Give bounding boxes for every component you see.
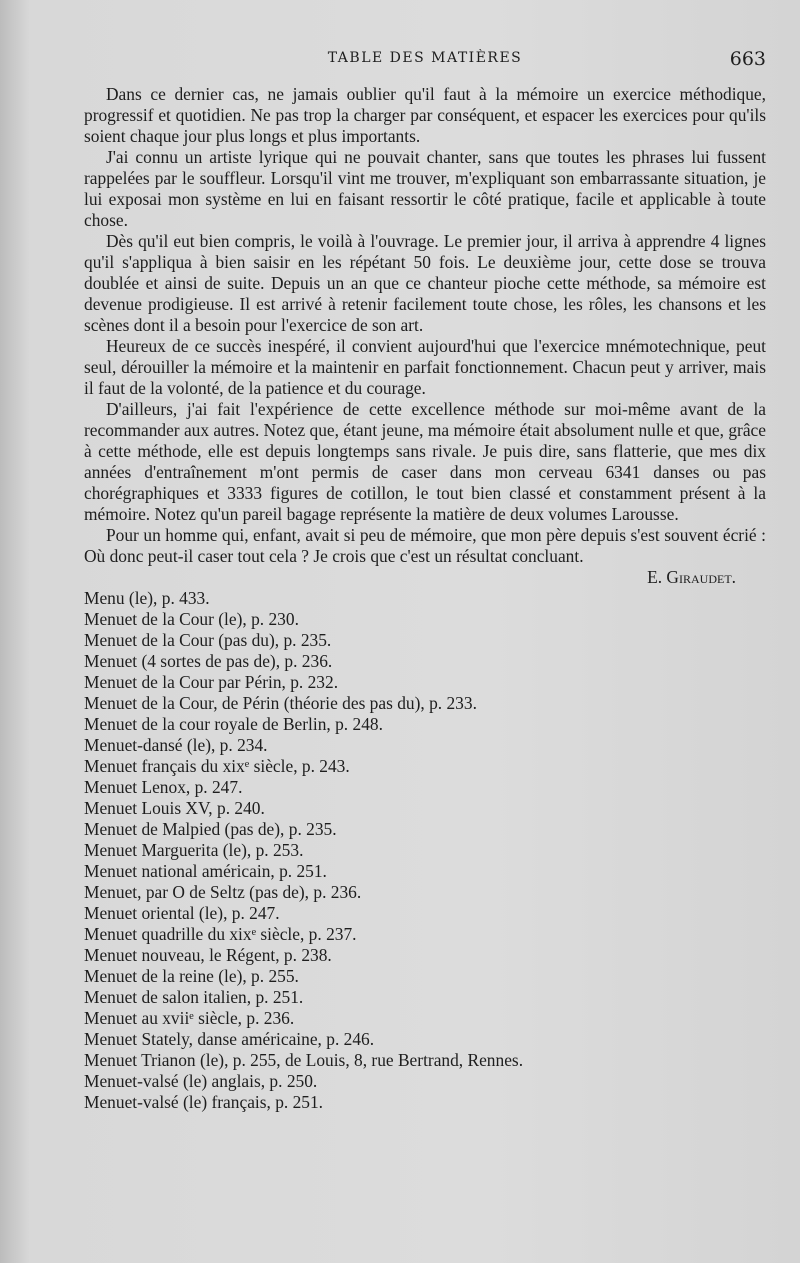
index-entry: Menuet national américain, p. 251. [84, 861, 327, 881]
index-entry: Menuet de Malpied (pas de), p. 235. [84, 819, 337, 839]
index-entry: Menuet au xviiᵉ siècle, p. 236. [84, 1008, 295, 1028]
paragraph: Dans ce dernier cas, ne jamais oublier qu'il faut à la mémoire un exercice méthodique, progressif et quotidien. Ne pas trop la charger par conséquent, et espacer les exercices pour qu'ils soient chaque jour plus longs et plus importants. [84, 84, 766, 146]
paragraph: Pour un homme qui, enfant, avait si peu de mémoire, que mon père depuis s'est souvent écrié : Où donc peut-il caser tout cela ? Je crois que c'est un résultat concluant. [84, 525, 766, 566]
index-entry: Menuet, par O de Seltz (pas de), p. 236. [84, 882, 362, 902]
index-entry: Menuet nouveau, le Régent, p. 238. [84, 945, 332, 965]
index-entry: Menu (le), p. 433. [84, 588, 210, 608]
index-entry: Menuet de la Cour, de Périn (théorie des pas du), p. 233. [84, 693, 477, 713]
index-entry: Menuet oriental (le), p. 247. [84, 903, 280, 923]
paragraph: Heureux de ce succès inespéré, il convient aujourd'hui que l'exercice mnémotechnique, peut seul, dérouiller la mémoire et la maintenir en parfait fonctionnement. Chacun peut y arriver, mais il faut de la volonté, de la patience et du courage. [84, 336, 766, 398]
index-entry: Menuet Stately, danse américaine, p. 246. [84, 1029, 375, 1049]
page-number: 663 [729, 48, 766, 70]
index-entry: Menuet Louis XV, p. 240. [84, 798, 265, 818]
index-entry: Menuet de la cour royale de Berlin, p. 248. [84, 714, 383, 734]
index-entry: Menuet quadrille du xixᵉ siècle, p. 237. [84, 924, 357, 944]
index-entry: Menuet de la Cour (pas du), p. 235. [84, 630, 332, 650]
paragraph: Dès qu'il eut bien compris, le voilà à l'ouvrage. Le premier jour, il arriva à apprendre 4 lignes qu'il s'appliqua à bien saisir en les répétant 50 fois. Le deuxième jour, cette dose se trouva doublée et ainsi de suite. Depuis un an que ce chanteur pioche cette méthode, sa mémoire est devenue prodigieuse. Il est arrivé à retenir facilement toute chose, les rôles, les chansons et les scènes dont il a besoin pour l'exercice de son art. [84, 231, 766, 335]
index-entry: Menuet de la Cour par Périn, p. 232. [84, 672, 339, 692]
index-entry: Menuet-valsé (le) anglais, p. 250. [84, 1071, 318, 1091]
index-entry: Menuet Lenox, p. 247. [84, 777, 243, 797]
index-entry: Menuet Trianon (le), p. 255, de Louis, 8, rue Bertrand, Rennes. [84, 1050, 524, 1070]
index-entries [84, 588, 766, 1113]
index-entry: Menuet (4 sortes de pas de), p. 236. [84, 651, 333, 671]
index-entry: Menuet-valsé (le) français, p. 251. [84, 1092, 324, 1112]
paragraph: J'ai connu un artiste lyrique qui ne pouvait chanter, sans que toutes les phrases lui fussent rappelées par le souffleur. Lorsqu'il vint me trouver, m'expliquant son embarrassante situation, je lui exposai mon système en lui en faisant ressortir le côté pratique, facile et applicable à toute chose. [84, 147, 766, 230]
index-entry: Menuet de salon italien, p. 251. [84, 987, 304, 1007]
index-entry: Menuet-dansé (le), p. 234. [84, 735, 268, 755]
index-entry: Menuet français du xixᵉ siècle, p. 243. [84, 756, 350, 776]
running-header [0, 48, 800, 72]
index-entry: Menuet Marguerita (le), p. 253. [84, 840, 304, 860]
header-title: TABLE DES MATIÈRES [327, 50, 523, 66]
index-entry: Menuet de la Cour (le), p. 230. [84, 609, 299, 629]
paragraph: D'ailleurs, j'ai fait l'expérience de cette excellence méthode sur moi-même avant de la recommander aux autres. Notez que, étant jeune, ma mémoire était absolument nulle et que, grâce à cette méthode, elle est depuis longtemps sans rivale. Je puis dire, sans flatterie, que mes dix années d'entraînement m'ont permis de caser dans mon cerveau 6341 danses ou pas chorégraphiques et 3333 figures de cotillon, le tout bien classé et constamment présent à la mémoire. Notez qu'un pareil bagage représente la matière de deux volumes Larousse. [84, 399, 766, 524]
index-entry: Menuet de la reine (le), p. 255. [84, 966, 299, 986]
page-body [84, 84, 766, 1113]
author-signature: E. Giraudet. [647, 567, 736, 587]
